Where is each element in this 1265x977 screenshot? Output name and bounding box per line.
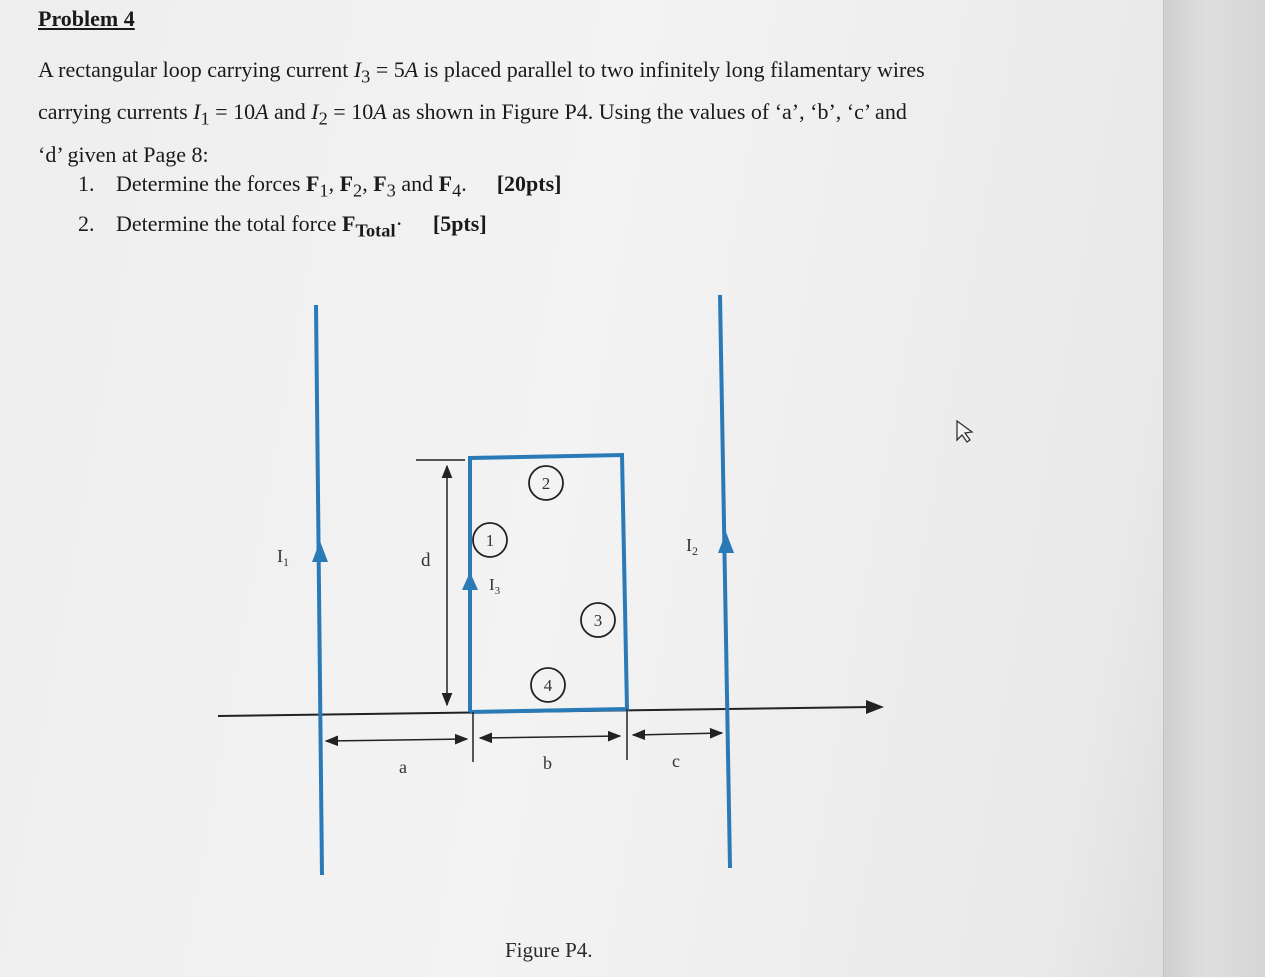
subscript: 4 xyxy=(452,180,462,201)
force-symbol: F xyxy=(339,171,354,196)
problem-heading: Problem 4 xyxy=(38,6,135,31)
task-number: 2. xyxy=(78,211,95,236)
figure-caption: Figure P4. xyxy=(505,938,593,962)
text: is placed parallel to two infinitely long filamentary wires xyxy=(418,57,925,82)
unit-amp: A xyxy=(373,99,387,125)
side-marker-1 xyxy=(473,523,507,557)
force-symbol: F xyxy=(342,211,356,236)
subscript: 2 xyxy=(318,108,328,129)
side-marker-4 xyxy=(531,668,565,702)
points-label: [20pts] xyxy=(496,171,562,196)
symbol-I2: I xyxy=(311,99,319,125)
label-b: b xyxy=(543,753,552,773)
svg-text:1: 1 xyxy=(485,531,495,550)
label-I1: $I_1$ xyxy=(277,546,289,569)
current-arrow-I3 xyxy=(462,572,478,590)
label-a: a xyxy=(399,757,407,777)
subscript: 3 xyxy=(386,180,396,201)
text: A rectangular loop carrying current xyxy=(38,57,354,82)
text: = 10 xyxy=(327,99,374,125)
label-I2: $I_2$ xyxy=(686,535,698,558)
subscript: 3 xyxy=(361,66,371,87)
subscript: 1 xyxy=(200,108,210,129)
label-I3: $I_3$ xyxy=(489,575,501,597)
wire-I2 xyxy=(720,295,730,868)
text: carrying currents xyxy=(38,99,194,125)
unit-amp: A xyxy=(404,57,419,82)
text: . xyxy=(461,171,467,196)
b-dimension-arrow xyxy=(480,736,620,738)
svg-text:3: 3 xyxy=(593,611,603,630)
text: · xyxy=(395,211,403,236)
wire-I1 xyxy=(316,305,322,875)
text: , xyxy=(328,171,340,196)
unit-amp: A xyxy=(255,99,269,125)
current-arrow-I1 xyxy=(312,541,328,562)
svg-text:2: 2 xyxy=(541,474,551,493)
label-c: c xyxy=(672,751,680,771)
subscript: 1 xyxy=(319,180,329,201)
text: and xyxy=(268,99,312,125)
a-dimension-arrow xyxy=(326,739,467,741)
side-marker-2 xyxy=(529,466,563,500)
text: Determine the total force xyxy=(116,211,343,236)
c-dimension-arrow xyxy=(633,733,722,735)
text: Determine the forces xyxy=(116,171,306,196)
statement-line-3: ‘d’ given at Page 8: xyxy=(38,141,209,167)
text: and xyxy=(395,171,439,196)
points-label: [5pts] xyxy=(432,211,487,236)
side-marker-3 xyxy=(581,603,615,637)
text: , xyxy=(362,171,374,196)
axis-arrowhead xyxy=(866,700,884,714)
current-arrow-I2 xyxy=(718,532,734,553)
text: as shown in Figure P4. Using the values of ‘a’, ‘b’, ‘c’ and xyxy=(386,99,907,125)
text: = 5 xyxy=(370,57,405,82)
label-d: d xyxy=(421,550,431,571)
subscript: Total xyxy=(355,220,396,241)
force-symbol: F xyxy=(438,171,453,196)
svg-text:4: 4 xyxy=(543,676,553,695)
symbol-I3: I xyxy=(353,57,362,82)
force-symbol: F xyxy=(373,171,387,196)
symbol-I1: I xyxy=(193,99,201,125)
mouse-cursor-icon xyxy=(957,421,972,442)
subscript: 2 xyxy=(353,180,363,201)
force-symbol: F xyxy=(305,171,320,196)
task-number: 1. xyxy=(78,171,95,196)
text: = 10 xyxy=(209,99,256,125)
